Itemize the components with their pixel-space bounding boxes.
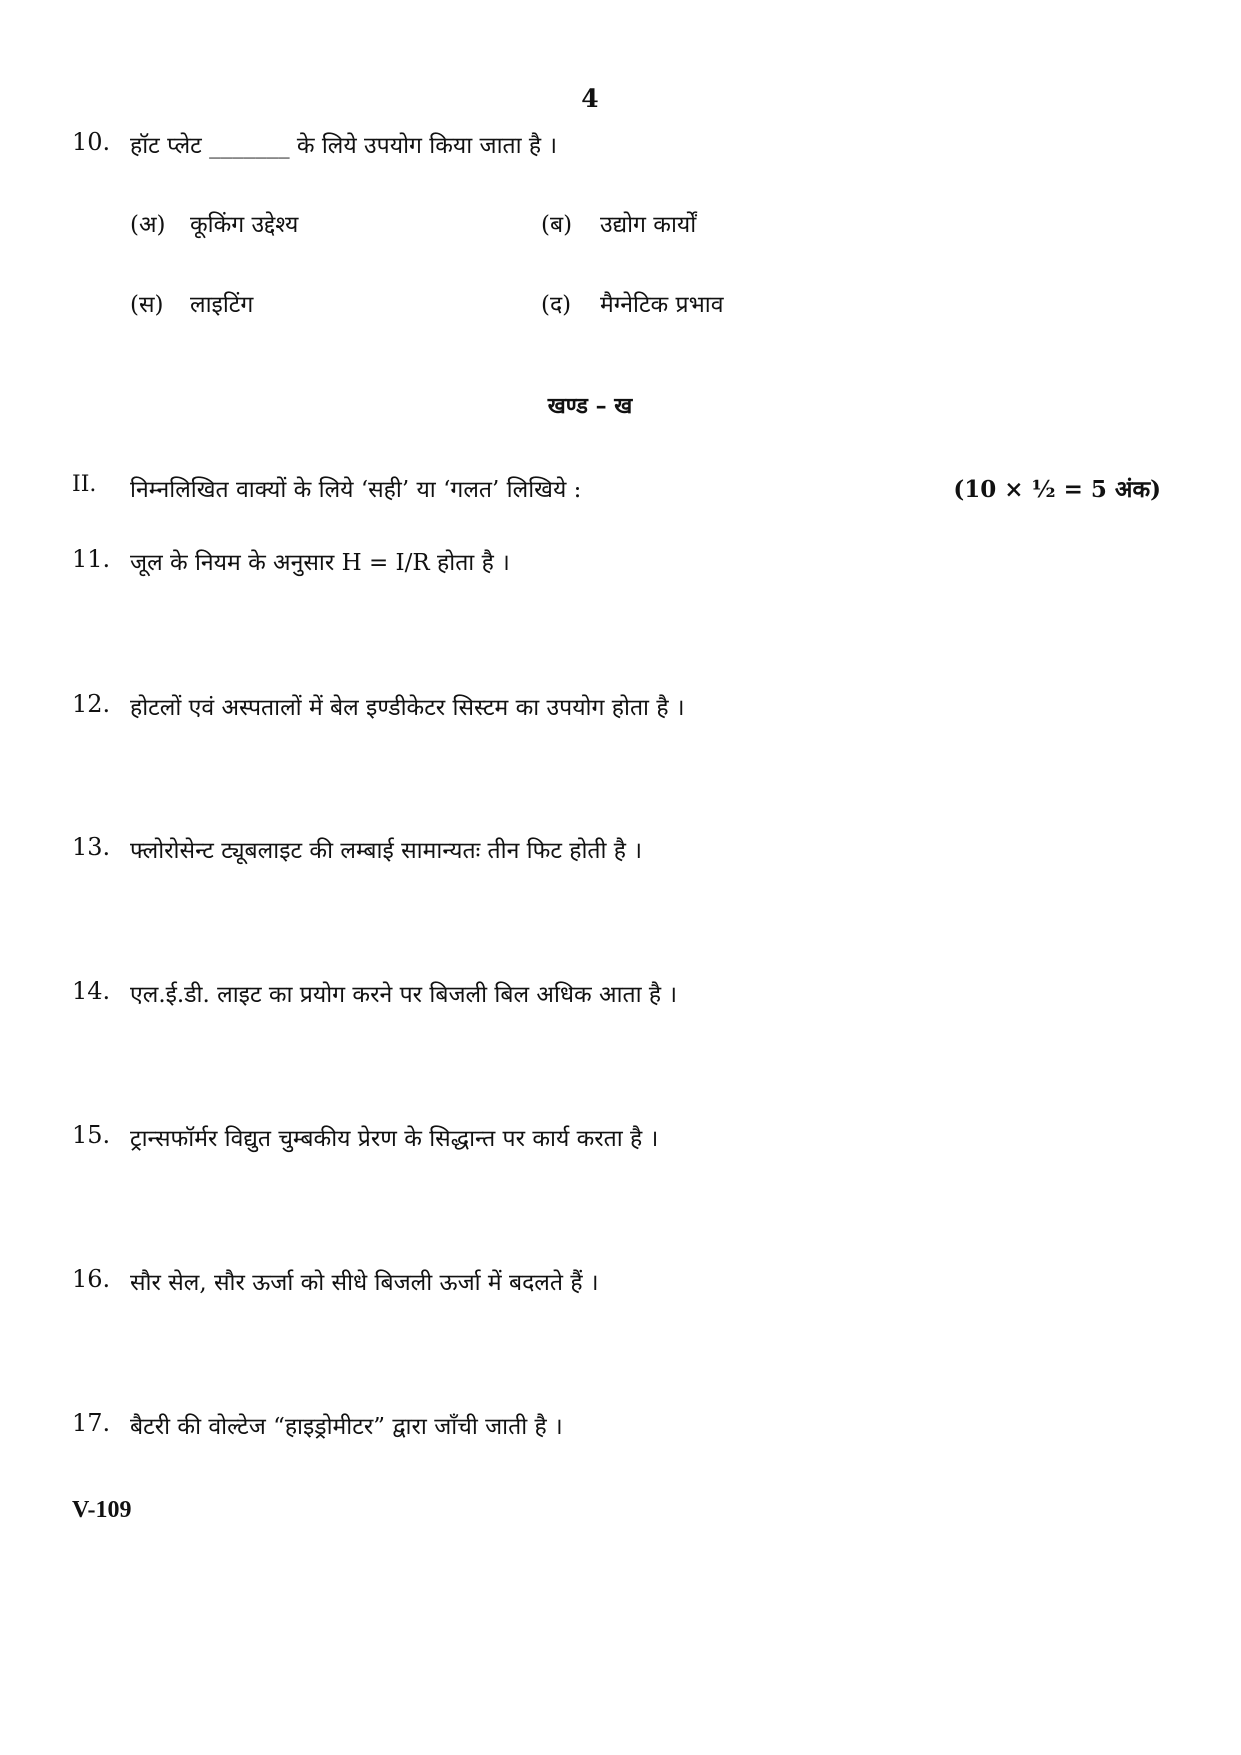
question-text: ट्रान्सफॉर्मर विद्युत चुम्बकीय प्रेरण के सिद्धान्त पर कार्य करता है ।	[130, 1126, 659, 1152]
section-heading: खण्ड – ख	[547, 393, 633, 419]
instruction-number: II.	[72, 472, 97, 497]
question-text: हॉट प्लेट _______ के लिये उपयोग किया जाता है ।	[130, 133, 558, 159]
option-a-label: (अ)	[130, 212, 166, 238]
question-number: 11.	[72, 545, 111, 573]
marks-allocation: (10 × ½ = 5 अंक)	[953, 476, 1161, 503]
option-d-label: (द)	[541, 292, 572, 318]
question-number: 16.	[72, 1265, 111, 1293]
question-number: 17.	[72, 1409, 111, 1437]
option-b-label: (ब)	[541, 212, 573, 238]
question-text: जूल के नियम के अनुसार H = I/R होता है ।	[130, 550, 510, 576]
option-c-text: लाइटिंग	[190, 292, 254, 318]
question-number: 15.	[72, 1121, 111, 1149]
question-text: होटलों एवं अस्पतालों में बेल इण्डीकेटर सिस्टम का उपयोग होता है ।	[130, 695, 685, 721]
paper-code: V-109	[72, 1497, 132, 1523]
question-text: फ्लोरोसेन्ट ट्यूबलाइट की लम्बाई सामान्यतः तीन फिट होती है ।	[130, 838, 643, 864]
question-number: 12.	[72, 690, 111, 718]
question-text: एल.ई.डी. लाइट का प्रयोग करने पर बिजली बिल अधिक आता है ।	[130, 982, 678, 1008]
option-b-text: उद्योग कार्यों	[600, 212, 697, 238]
question-number: 13.	[72, 833, 111, 861]
option-c-label: (स)	[130, 292, 164, 318]
option-a-text: कूकिंग उद्देश्य	[190, 212, 299, 238]
question-number: 14.	[72, 977, 111, 1005]
instruction-text: निम्नलिखित वाक्यों के लिये ‘सही’ या ‘गलत’ लिखिये :	[130, 477, 582, 503]
option-d-text: मैग्नेटिक प्रभाव	[600, 292, 724, 318]
question-text: बैटरी की वोल्टेज “हाइड्रोमीटर” द्वारा जाँची जाती है ।	[130, 1414, 563, 1440]
page-number: 4	[581, 84, 599, 113]
question-text: सौर सेल, सौर ऊर्जा को सीधे बिजली ऊर्जा में बदलते हैं ।	[130, 1270, 599, 1296]
question-number: 10.	[72, 128, 111, 156]
